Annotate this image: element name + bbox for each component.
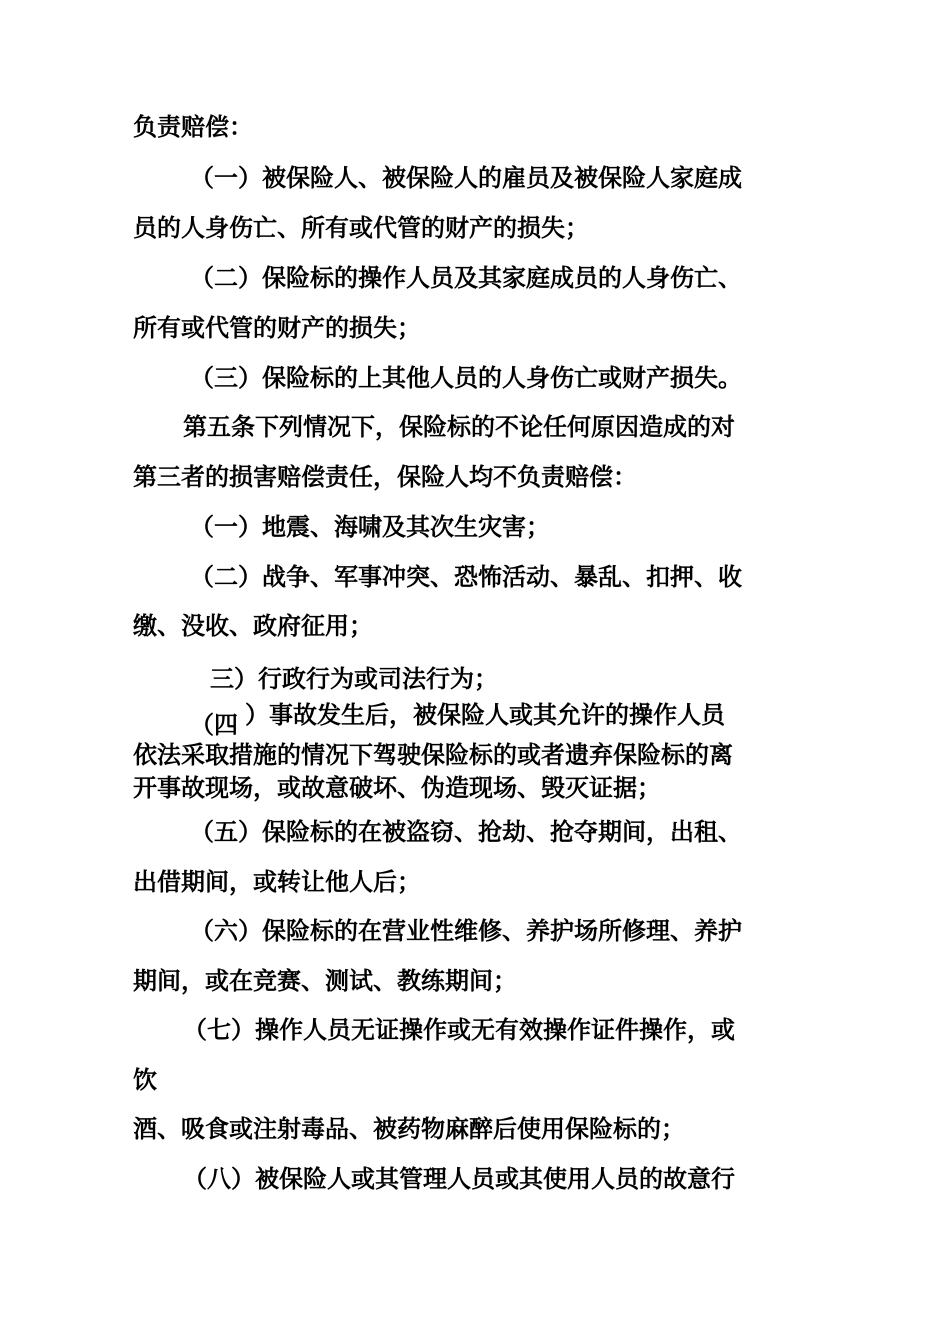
text-line: 缴、没收、政府征用； [133, 612, 373, 640]
text-line: （六）保险标的在营业性维修、养护场所修理、养护 [190, 917, 742, 945]
text-line: 酒、吸食或注射毒品、被药物麻醉后使用保险标的； [133, 1115, 685, 1143]
text-line: （一）地震、海啸及其次生灾害； [190, 513, 550, 541]
text-line: 出借期间，或转让他人后； [133, 868, 421, 896]
item-four-marker: （四 [190, 711, 238, 739]
text-line: 依法采取措施的情况下驾驶保险标的或者遗弃保险标的离 [133, 741, 733, 769]
text-line: 所有或代管的财产的损失； [133, 314, 421, 342]
text-line: 三）行政行为或司法行为； [210, 665, 498, 693]
text-line: （一）被保险人、被保险人的雇员及被保险人家庭成 [190, 164, 742, 192]
text-line: ）事故发生后，被保险人或其允许的操作人员 [245, 701, 725, 729]
text-line: 负责赔偿： [133, 113, 253, 141]
text-line: 开事故现场，或故意破坏、伪造现场、毁灭证据； [133, 774, 661, 802]
text-line: （七）操作人员无证操作或无有效操作证件操作，或 [183, 1016, 735, 1044]
text-line: （三）保险标的上其他人员的人身伤亡或财产损失。 [190, 364, 742, 392]
text-line: 员的人身伤亡、所有或代管的财产的损失； [133, 214, 589, 242]
text-line: （二）保险标的操作人员及其家庭成员的人身伤亡、 [190, 264, 742, 292]
text-line: （五）保险标的在被盗窃、抢劫、抢夺期间，出租、 [190, 818, 742, 846]
text-line: （八）被保险人或其管理人员或其使用人员的故意行 [183, 1165, 735, 1193]
text-line: 期间，或在竞赛、测试、教练期间； [133, 967, 517, 995]
text-line: （二）战争、军事冲突、恐怖活动、暴乱、扣押、收 [190, 563, 742, 591]
text-line: 第三者的损害赔偿责任，保险人均不负责赔偿： [133, 463, 637, 491]
text-line: 饮 [133, 1066, 157, 1094]
text-line: 第五条下列情况下，保险标的不论任何原因造成的对 [183, 413, 735, 441]
